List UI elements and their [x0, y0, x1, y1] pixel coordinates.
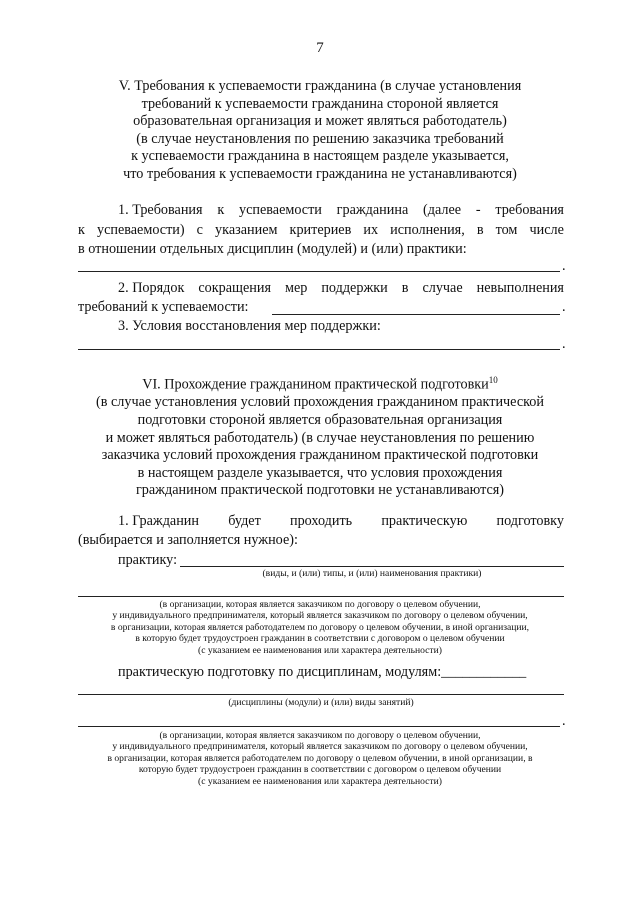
section-5-title-line: образовательная организация и может являться работодатель): [133, 113, 507, 130]
fill-in-line: [78, 349, 560, 350]
disciplines-fill-line: [78, 694, 564, 695]
fill-in-line: [272, 314, 560, 315]
period: .: [562, 336, 566, 352]
footnote-marker: 10: [488, 375, 498, 385]
disciplines-label: практическую подготовку по дисциплинам, модулям:____________: [118, 664, 527, 680]
section-6-title-line: подготовки стороной является образовательная организация: [137, 411, 503, 428]
section-6-title-main: VI. Прохождение гражданином практической подготовки$^{10}$: [142, 375, 498, 393]
organization-caption-2: (в организации, которая является заказчиком по договору о целевом обучении, у индивидуального предпринимателя, который является заказчиком по договору о целевом обучении, в организации, которая является работодателем по договору о целевом обучении, в иной организации, в которую будет трудоустроен гражданин в соответствии с договором о целевом обучении (с указанием ее наименования или характера деятельности): [107, 730, 533, 787]
practice-caption: (виды, и (или) типы, и (или) наименования практики): [262, 568, 482, 579]
section-5-title-line: к успеваемости гражданина в настоящем разделе указывается,: [131, 148, 509, 165]
section-5-p3-line1: 3. Условия восстановления мер поддержки:: [118, 318, 381, 334]
section-5-title-line: (в случае неустановления по решению заказчика требований: [136, 130, 504, 147]
practice-label: практику:: [118, 552, 178, 568]
section-6-title: [60, 372, 580, 500]
section-5-p2-line2: требований к успеваемости:: [78, 299, 249, 315]
section-6-title-line: гражданином практической подготовки не устанавливаются): [135, 482, 505, 499]
section-5-title: [60, 78, 580, 184]
section-5-p1-line1: 1. Требования к успеваемости гражданина (далее - требования: [118, 202, 564, 218]
section-6-p1-line1: 1. Гражданин будет проходить практическую подготовку: [118, 513, 564, 529]
section-5-p1-line3: в отношении отдельных дисциплин (модулей) и (или) практики:: [78, 241, 467, 257]
section-5-title-line: V. Требования к успеваемости гражданина (в случае установления: [118, 78, 522, 94]
organization-fill-line: [78, 596, 564, 597]
disciplines-blank: ____________: [441, 664, 527, 680]
section-5-p2-line1: 2. Порядок сокращения мер поддержки в случае невыполнения: [118, 280, 564, 296]
period: .: [562, 258, 566, 274]
organization-caption-1: (в организации, которая является заказчиком по договору о целевом обучении, у индивидуального предпринимателя, который является заказчиком по договору о целевом обучении, в организации, которая является работодателем по договору о целевом обучении, в иной организации, в которую будет трудоустроен гражданин в соответствии с договором о целевом обучении (с указанием ее наименования или характера деятельности): [110, 599, 530, 656]
section-6-title-line: (в случае установления условий прохождения гражданином практической: [96, 394, 544, 411]
section-6-title-line: в настоящем разделе указывается, что условия прохождения: [137, 464, 503, 481]
section-6-p1-line2: (выбирается и заполняется нужное):: [78, 532, 298, 548]
organization-fill-line-2: [78, 726, 560, 727]
page-number: 7: [316, 40, 324, 56]
disciplines-caption: (дисциплины (модули) и (или) виды занятий): [228, 697, 414, 708]
section-6-title-line: и может являться работодатель) (в случае неустановления по решению: [105, 429, 535, 446]
fill-in-line: [78, 271, 560, 272]
section-5-p1-line2: к успеваемости) с указанием критериев их исполнения, в том числе: [78, 222, 564, 238]
section-5-title-line: требований к успеваемости гражданина стороной является: [141, 95, 499, 112]
period: .: [562, 713, 566, 729]
section-5-title-line: что требования к успеваемости гражданина не устанавливаются): [123, 165, 517, 182]
practice-fill-line: [180, 566, 564, 567]
period: .: [562, 299, 566, 315]
section-6-title-line: заказчика условий прохождения гражданином практической подготовки: [101, 447, 539, 464]
